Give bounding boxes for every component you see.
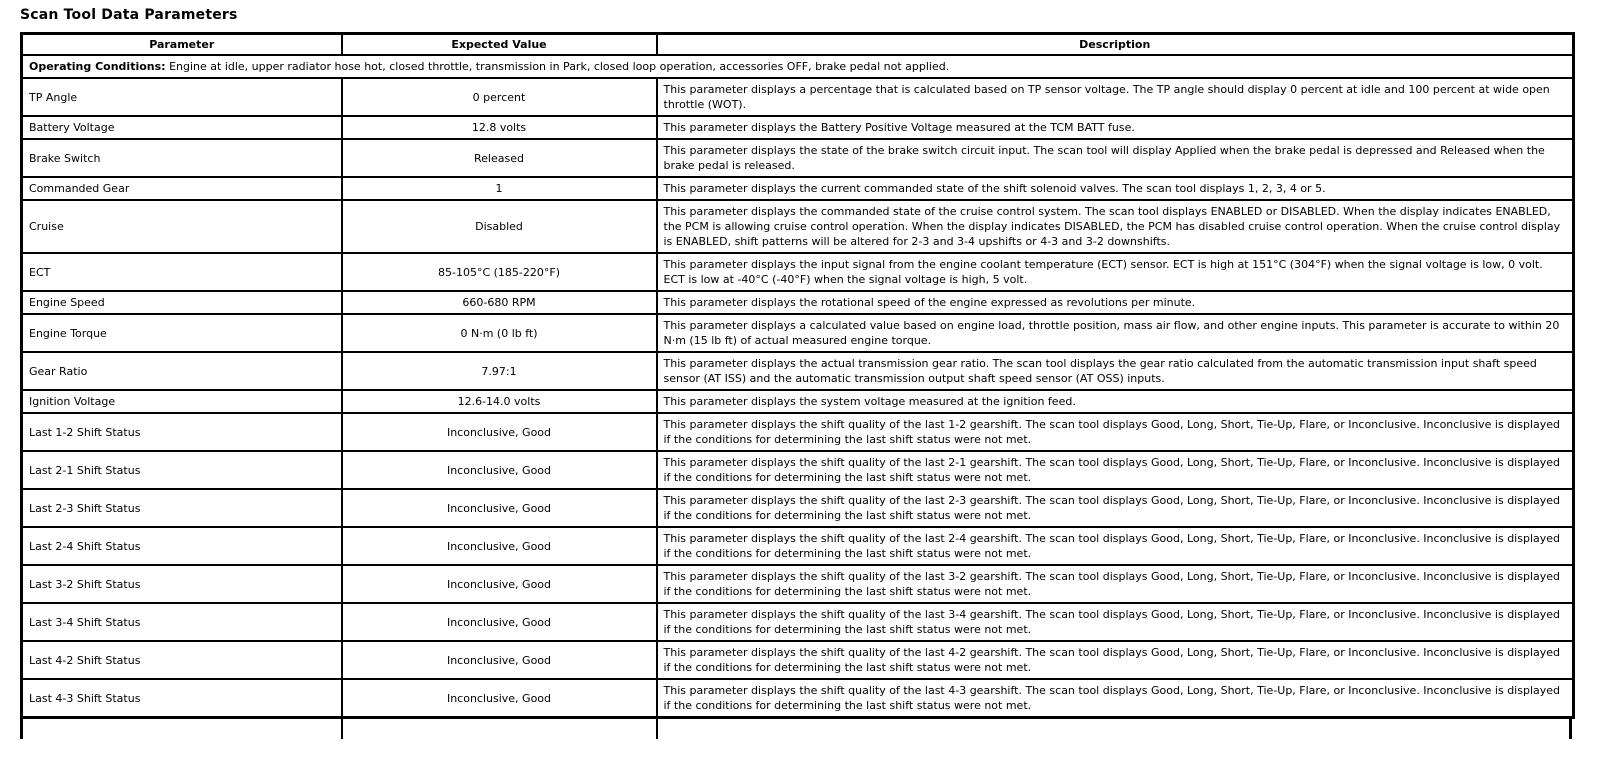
expected-value-cell: Inconclusive, Good [342, 489, 657, 527]
table-row [22, 139, 1574, 177]
operating-conditions-cell [22, 55, 1574, 78]
parameter-cell: Last 2-1 Shift Status [22, 451, 342, 489]
parameter-cell: Last 1-2 Shift Status [22, 413, 342, 451]
parameter-cell: Last 4-3 Shift Status [22, 679, 342, 718]
table-row [22, 116, 1574, 139]
expected-value-cell: 85-105°C (185-220°F) [342, 253, 657, 291]
page-title: Scan Tool Data Parameters [20, 7, 238, 23]
table-row [22, 413, 1574, 451]
parameter-cell: Brake Switch [22, 139, 342, 177]
description-cell: This parameter displays the shift quality of the last 3-4 gearshift. The scan tool displays Good, Long, Short, Tie-Up, Flare, or Inconclusive. Inconclusive is displayed if the conditions for determining the last shift status were not met. [657, 603, 1574, 641]
expected-value-cell: Inconclusive, Good [342, 565, 657, 603]
expected-value-cell: Inconclusive, Good [342, 527, 657, 565]
parameter-cell: ECT [22, 253, 342, 291]
table-row [22, 253, 1574, 291]
expected-value-cell: 0 percent [342, 78, 657, 116]
description-cell: This parameter displays the current commanded state of the shift solenoid valves. The scan tool displays 1, 2, 3, 4 or 5. [657, 177, 1574, 200]
parameter-cell: TP Angle [22, 78, 342, 116]
table-row [22, 641, 1574, 679]
description-cell: This parameter displays the input signal from the engine coolant temperature (ECT) sensor. ECT is high at 151°C (304°F) when the signal voltage is low, 0 volt. ECT is low at -40°C (-40°F) when the signal voltage is high, 5 volt. [657, 253, 1574, 291]
table-header-row [22, 34, 1574, 56]
expected-value-cell: 1 [342, 177, 657, 200]
column-header-description: Description [657, 34, 1574, 56]
column-header-expected-value: Expected Value [342, 34, 657, 56]
parameter-cell: Battery Voltage [22, 116, 342, 139]
description-cell: This parameter displays the commanded state of the cruise control system. The scan tool displays ENABLED or DISABLED. When the display indicates ENABLED, the PCM is allowing cruise control operation. When the display indicates DISABLED, the PCM has disabled cruise control operation. When the cruise control display is ENABLED, shift patterns will be altered for 2-3 and 3-4 upshifts or 4-3 and 3-2 downshifts. [657, 200, 1574, 253]
expected-value-cell: Inconclusive, Good [342, 451, 657, 489]
expected-value-cell: 7.97:1 [342, 352, 657, 390]
expected-value-cell: Released [342, 139, 657, 177]
table-row [22, 291, 1574, 314]
description-cell: This parameter displays the shift quality of the last 3-2 gearshift. The scan tool displays Good, Long, Short, Tie-Up, Flare, or Inconclusive. Inconclusive is displayed if the conditions for determining the last shift status were not met. [657, 565, 1574, 603]
description-cell: This parameter displays the shift quality of the last 4-3 gearshift. The scan tool displays Good, Long, Short, Tie-Up, Flare, or Inconclusive. Inconclusive is displayed if the conditions for determining the last shift status were not met. [657, 679, 1574, 718]
table-row [22, 200, 1574, 253]
table-row [22, 603, 1574, 641]
expected-value-cell: Inconclusive, Good [342, 413, 657, 451]
description-cell: This parameter displays the shift quality of the last 4-2 gearshift. The scan tool displays Good, Long, Short, Tie-Up, Flare, or Inconclusive. Inconclusive is displayed if the conditions for determining the last shift status were not met. [657, 641, 1574, 679]
expected-value-cell: Inconclusive, Good [342, 641, 657, 679]
description-cell: This parameter displays a percentage that is calculated based on TP sensor voltage. The TP angle should display 0 percent at idle and 100 percent at wide open throttle (WOT). [657, 78, 1574, 116]
description-cell: This parameter displays a calculated value based on engine load, throttle position, mass air flow, and other engine inputs. This parameter is accurate to within 20 N·m (15 lb ft) of actual measured engine torque. [657, 314, 1574, 352]
parameter-cell: Last 3-2 Shift Status [22, 565, 342, 603]
description-cell: This parameter displays the shift quality of the last 2-1 gearshift. The scan tool displays Good, Long, Short, Tie-Up, Flare, or Inconclusive. Inconclusive is displayed if the conditions for determining the last shift status were not met. [657, 451, 1574, 489]
description-cell: This parameter displays the actual transmission gear ratio. The scan tool displays the gear ratio calculated from the automatic transmission input shaft speed sensor (AT ISS) and the automatic transmission output shaft speed sensor (AT OSS) inputs. [657, 352, 1574, 390]
operating-conditions-text: Engine at idle, upper radiator hose hot, closed throttle, transmission in Park, closed loop operation, accessories OFF, brake pedal not applied. [165, 60, 950, 73]
parameter-cell: Last 2-3 Shift Status [22, 489, 342, 527]
description-cell: This parameter displays the shift quality of the last 2-4 gearshift. The scan tool displays Good, Long, Short, Tie-Up, Flare, or Inconclusive. Inconclusive is displayed if the conditions for determining the last shift status were not met. [657, 527, 1574, 565]
description-cell: This parameter displays the rotational speed of the engine expressed as revolutions per minute. [657, 291, 1574, 314]
expected-value-cell: 0 N·m (0 lb ft) [342, 314, 657, 352]
expected-value-cell: 660-680 RPM [342, 291, 657, 314]
parameter-cell: Last 2-4 Shift Status [22, 527, 342, 565]
table-row [22, 451, 1574, 489]
parameter-cell: Cruise [22, 200, 342, 253]
description-cell: This parameter displays the shift quality of the last 2-3 gearshift. The scan tool displays Good, Long, Short, Tie-Up, Flare, or Inconclusive. Inconclusive is displayed if the conditions for determining the last shift status were not met. [657, 489, 1574, 527]
operating-conditions-label: Operating Conditions: [29, 60, 166, 73]
table-row [22, 489, 1574, 527]
table-row [22, 177, 1574, 200]
expected-value-cell: 12.8 volts [342, 116, 657, 139]
table-row [22, 527, 1574, 565]
parameter-cell: Ignition Voltage [22, 390, 342, 413]
parameter-cell: Last 4-2 Shift Status [22, 641, 342, 679]
parameter-cell: Engine Torque [22, 314, 342, 352]
description-cell: This parameter displays the Battery Positive Voltage measured at the TCM BATT fuse. [657, 116, 1574, 139]
table-row [22, 390, 1574, 413]
table-row [22, 565, 1574, 603]
table-row [22, 314, 1574, 352]
cutoff-continuation-row [20, 719, 1572, 739]
column-divider-line [656, 719, 658, 739]
column-header-parameter: Parameter [22, 34, 342, 56]
parameter-cell: Commanded Gear [22, 177, 342, 200]
column-divider-line [341, 719, 343, 739]
expected-value-cell: 12.6-14.0 volts [342, 390, 657, 413]
scan-tool-data-table [20, 32, 1575, 719]
description-cell: This parameter displays the shift quality of the last 1-2 gearshift. The scan tool displays Good, Long, Short, Tie-Up, Flare, or Inconclusive. Inconclusive is displayed if the conditions for determining the last shift status were not met. [657, 413, 1574, 451]
expected-value-cell: Disabled [342, 200, 657, 253]
expected-value-cell: Inconclusive, Good [342, 603, 657, 641]
operating-conditions-row [22, 55, 1574, 78]
expected-value-cell: Inconclusive, Good [342, 679, 657, 718]
description-cell: This parameter displays the state of the brake switch circuit input. The scan tool will display Applied when the brake pedal is depressed and Released when the brake pedal is released. [657, 139, 1574, 177]
table-row [22, 78, 1574, 116]
table-row [22, 352, 1574, 390]
description-cell: This parameter displays the system voltage measured at the ignition feed. [657, 390, 1574, 413]
parameter-cell: Last 3-4 Shift Status [22, 603, 342, 641]
table-row [22, 679, 1574, 718]
parameter-cell: Gear Ratio [22, 352, 342, 390]
parameter-cell: Engine Speed [22, 291, 342, 314]
